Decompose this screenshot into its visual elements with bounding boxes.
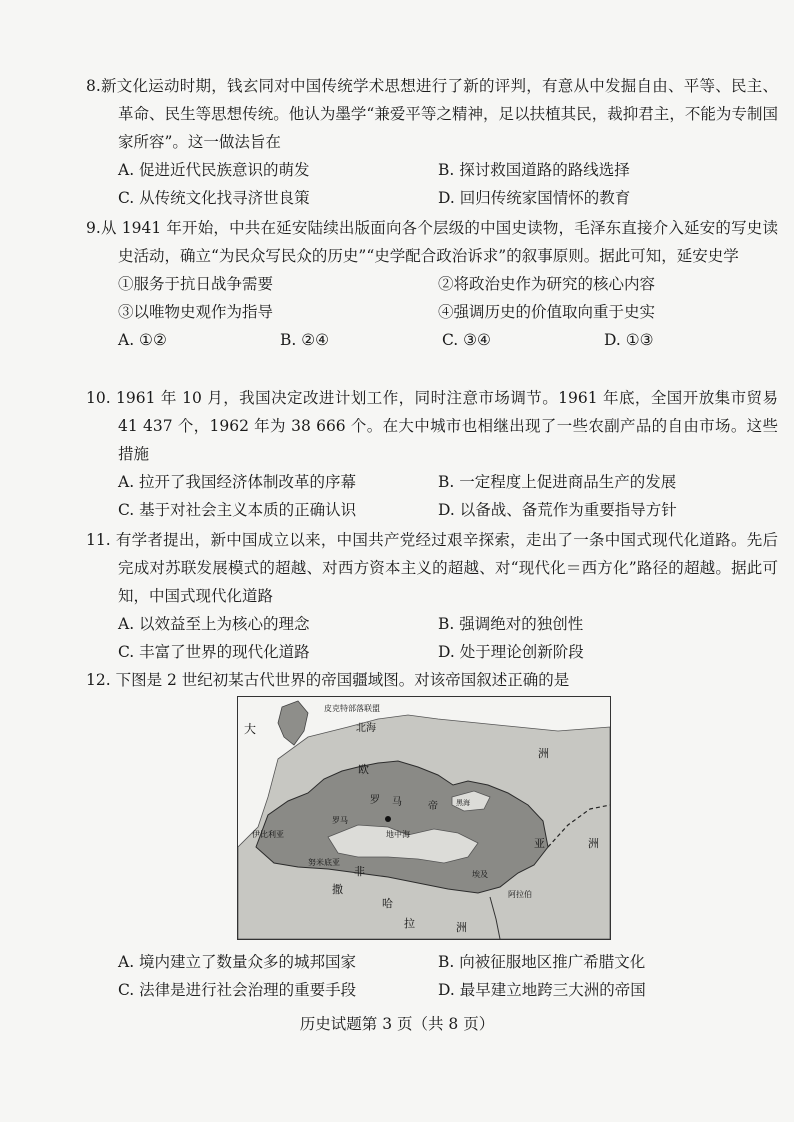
map-label-rome: 罗马 xyxy=(332,816,348,825)
map-label-africa-2: 洲 xyxy=(456,921,467,934)
question-8 xyxy=(86,72,778,212)
question-11-option-b[interactable]: B. 强调绝对的独创性 xyxy=(438,615,584,633)
question-10-option-b[interactable]: B. 一定程度上促进商品生产的发展 xyxy=(438,473,677,491)
question-9-statement-3: ③以唯物史观作为指导 xyxy=(118,303,274,321)
question-9-option-c[interactable]: C. ③④ xyxy=(442,331,491,349)
question-9 xyxy=(86,214,778,354)
question-9-statement-2: ②将政治史作为研究的核心内容 xyxy=(438,275,656,293)
question-12-options-wrap xyxy=(118,948,778,1004)
question-8-option-d[interactable]: D. 回归传统家国情怀的教育 xyxy=(438,189,631,207)
map-label-atlantic: 大 xyxy=(244,722,257,736)
map-label-europe-2: 罗 xyxy=(370,795,380,806)
map-label-sahara-3: 拉 xyxy=(404,917,415,930)
empire-map-svg xyxy=(238,697,610,939)
question-12-options xyxy=(118,948,778,1004)
question-9-stem: 9.从 1941 年开始，中共在延安陆续出版面向各个层级的中国史读物，毛泽东直接介入延安的写史读史活动，确立“为民众写民众的历史”“史学配合政治诉求”的叙事原则。据此可知，延安史学 xyxy=(86,219,778,265)
map-label-sahara-1: 撒 xyxy=(332,883,343,896)
map-label-egypt: 埃及 xyxy=(472,870,488,879)
question-10-option-a[interactable]: A. 拉开了我国经济体制改革的序幕 xyxy=(118,473,357,491)
question-9-statement-1: ①服务于抗日战争需要 xyxy=(118,275,274,293)
question-12-option-a[interactable]: A. 境内建立了数量众多的城邦国家 xyxy=(118,953,357,971)
map-label-africa-1: 非 xyxy=(354,865,365,878)
question-10-options xyxy=(118,468,778,524)
map-label-europe-1: 欧 xyxy=(358,763,369,776)
question-8-option-a[interactable]: A. 促进近代民族意识的萌发 xyxy=(118,161,310,179)
map-label-pictish: 皮克特部落联盟 xyxy=(324,704,380,713)
question-12 xyxy=(86,666,778,694)
map-label-north-sea: 北海 xyxy=(356,723,376,734)
question-10-option-d[interactable]: D. 以备战、备荒作为重要指导方针 xyxy=(438,501,677,519)
question-9-statement-4: ④强调历史的价值取向重于史实 xyxy=(438,303,656,321)
question-12-option-d[interactable]: D. 最早建立地跨三大洲的帝国 xyxy=(438,981,646,999)
question-11-options xyxy=(118,610,778,666)
question-11-option-d[interactable]: D. 处于理论创新阶段 xyxy=(438,643,584,661)
question-12-option-c[interactable]: C. 法律是进行社会治理的重要手段 xyxy=(118,981,357,999)
question-10-option-c[interactable]: C. 基于对社会主义本质的正确认识 xyxy=(118,501,357,519)
page-footer: 历史试题第 3 页（共 8 页） xyxy=(299,1015,495,1033)
map-label-iberia: 伊比利亚 xyxy=(252,830,284,839)
empire-map xyxy=(237,696,611,940)
question-8-stem: 8.新文化运动时期，钱玄同对中国传统学术思想进行了新的评判，有意从中发掘自由、平等、民主、革命、民生等思想传统。他认为墨学“兼爱平等之精神，足以扶植其民，裁抑君主，不能为专制国家所容”。这一做法旨在 xyxy=(86,77,778,151)
question-10 xyxy=(86,384,778,524)
map-label-black-sea: 黑海 xyxy=(456,799,470,807)
map-label-arabia: 阿拉伯 xyxy=(508,890,532,899)
map-label-europe-4: 帝 xyxy=(428,801,438,812)
question-9-option-b[interactable]: B. ②④ xyxy=(280,331,330,349)
question-9-options xyxy=(118,326,778,354)
question-11 xyxy=(86,526,778,666)
question-12-stem: 12. 下图是 2 世纪初某古代世界的帝国疆域图。对该帝国叙述正确的是 xyxy=(86,671,570,689)
map-label-europe-3: 马 xyxy=(392,797,402,808)
question-10-stem: 10. 1961 年 10 月，我国决定改进计划工作，同时注意市场调节。1961 年底，全国开放集市贸易 41 437 个，1962 年为 38 666 个。在大中城市也相继出现了一些农副产品的自由市场。这些措施 xyxy=(86,389,778,463)
map-label-asia-2: 亚 xyxy=(534,837,545,850)
question-9-option-a[interactable]: A. ①② xyxy=(118,331,167,349)
map-label-asia: 洲 xyxy=(538,747,549,760)
map-label-asia-3: 洲 xyxy=(588,837,599,850)
question-9-option-d[interactable]: D. ①③ xyxy=(604,331,654,349)
question-12-option-b[interactable]: B. 向被征服地区推广希腊文化 xyxy=(438,953,646,971)
map-label-numidia: 努米底亚 xyxy=(308,858,340,867)
question-11-stem: 11. 有学者提出，新中国成立以来，中国共产党经过艰辛探索，走出了一条中国式现代化道路。先后完成对苏联发展模式的超越、对西方资本主义的超越、对“现代化＝西方化”路径的超越。据此可知，中国式现代化道路 xyxy=(86,531,778,605)
question-8-option-c[interactable]: C. 从传统文化找寻济世良策 xyxy=(118,189,310,207)
map-label-sahara-2: 哈 xyxy=(382,897,393,910)
question-11-option-c[interactable]: C. 丰富了世界的现代化道路 xyxy=(118,643,310,661)
question-8-option-b[interactable]: B. 探讨救国道路的路线选择 xyxy=(438,161,630,179)
map-rome-dot xyxy=(385,816,391,822)
question-8-options xyxy=(118,156,778,212)
question-11-option-a[interactable]: A. 以效益至上为核心的理念 xyxy=(118,615,310,633)
question-9-statements xyxy=(118,270,778,326)
map-label-mediterranean: 地中海 xyxy=(386,830,410,839)
